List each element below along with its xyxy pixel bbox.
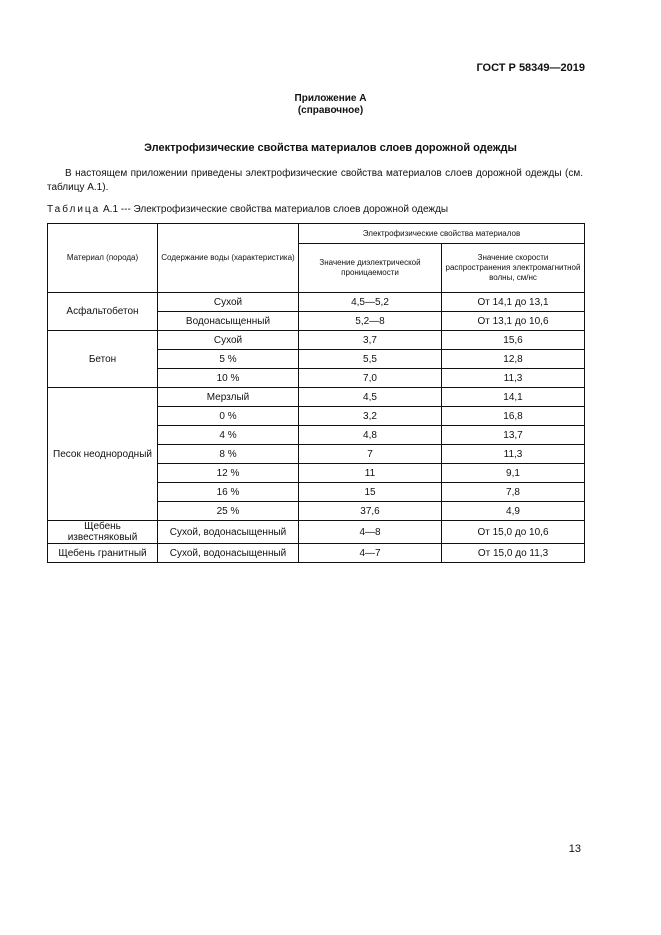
water-cell: 10 % [158, 369, 299, 388]
speed-cell: 11,3 [442, 445, 585, 464]
water-cell: Водонасыщенный [158, 312, 299, 331]
speed-cell: 4,9 [442, 502, 585, 521]
header-water: Содержание воды (характеристика) [158, 224, 299, 293]
page-number: 13 [568, 843, 581, 855]
header-properties: Электрофизические свойства материалов [299, 224, 585, 244]
appendix-type: (справочное) [297, 105, 364, 116]
table-row [48, 293, 585, 312]
material-cell: Бетон [48, 331, 158, 388]
permittivity-cell: 4—8 [299, 521, 442, 544]
water-cell: 5 % [158, 350, 299, 369]
material-cell: Щебень гранитный [48, 544, 158, 563]
table-row [48, 521, 585, 544]
permittivity-cell: 7 [299, 445, 442, 464]
header-material: Материал (порода) [48, 224, 158, 293]
standard-code: ГОСТ Р 58349—2019 [476, 62, 585, 74]
speed-cell: 12,8 [442, 350, 585, 369]
permittivity-cell: 4,5 [299, 388, 442, 407]
water-cell: 12 % [158, 464, 299, 483]
speed-cell: От 14,1 до 13,1 [442, 293, 585, 312]
material-cell: Асфальтобетон [48, 293, 158, 331]
header-permittivity: Значение диэлектрической проницаемости [299, 244, 442, 293]
speed-cell: От 13,1 до 10,6 [442, 312, 585, 331]
permittivity-cell: 3,2 [299, 407, 442, 426]
water-cell: Сухой, водонасыщенный [158, 521, 299, 544]
table-caption-text: А.1 --- Электрофизические свойства материалов слоев дорожной одежды [103, 204, 449, 215]
water-cell: 16 % [158, 483, 299, 502]
table-body [48, 293, 585, 563]
speed-cell: 7,8 [442, 483, 585, 502]
speed-cell: 9,1 [442, 464, 585, 483]
permittivity-cell: 4,5—5,2 [299, 293, 442, 312]
intro-paragraph: В настоящем приложении приведены электрофизические свойства материалов слоев дорожной одежды (см. таблицу А.1). [47, 168, 583, 193]
properties-table [47, 223, 585, 563]
water-cell: 25 % [158, 502, 299, 521]
table-caption-label: Таблица [47, 204, 101, 215]
permittivity-cell: 5,5 [299, 350, 442, 369]
material-cell: Песок неоднородный [48, 388, 158, 521]
water-cell: Сухой [158, 331, 299, 350]
material-cell: Щебень известняковый [48, 521, 158, 544]
permittivity-cell: 4,8 [299, 426, 442, 445]
table-row [48, 544, 585, 563]
permittivity-cell: 11 [299, 464, 442, 483]
water-cell: Сухой, водонасыщенный [158, 544, 299, 563]
water-cell: Сухой [158, 293, 299, 312]
speed-cell: От 15,0 до 10,6 [442, 521, 585, 544]
table-row [48, 331, 585, 350]
speed-cell: 14,1 [442, 388, 585, 407]
speed-cell: 15,6 [442, 331, 585, 350]
table-row [48, 388, 585, 407]
water-cell: Мерзлый [158, 388, 299, 407]
appendix-title: Приложение А [294, 93, 367, 104]
speed-cell: 11,3 [442, 369, 585, 388]
permittivity-cell: 4—7 [299, 544, 442, 563]
speed-cell: 13,7 [442, 426, 585, 445]
permittivity-cell: 37,6 [299, 502, 442, 521]
speed-cell: От 15,0 до 11,3 [442, 544, 585, 563]
table-caption [47, 204, 448, 215]
permittivity-cell: 5,2—8 [299, 312, 442, 331]
water-cell: 0 % [158, 407, 299, 426]
section-title: Электрофизические свойства материалов слоев дорожной одежды [144, 142, 517, 154]
speed-cell: 16,8 [442, 407, 585, 426]
header-speed: Значение скорости распространения электромагнитной волны, см/нс [442, 244, 585, 293]
water-cell: 4 % [158, 426, 299, 445]
water-cell: 8 % [158, 445, 299, 464]
permittivity-cell: 3,7 [299, 331, 442, 350]
permittivity-cell: 15 [299, 483, 442, 502]
permittivity-cell: 7,0 [299, 369, 442, 388]
